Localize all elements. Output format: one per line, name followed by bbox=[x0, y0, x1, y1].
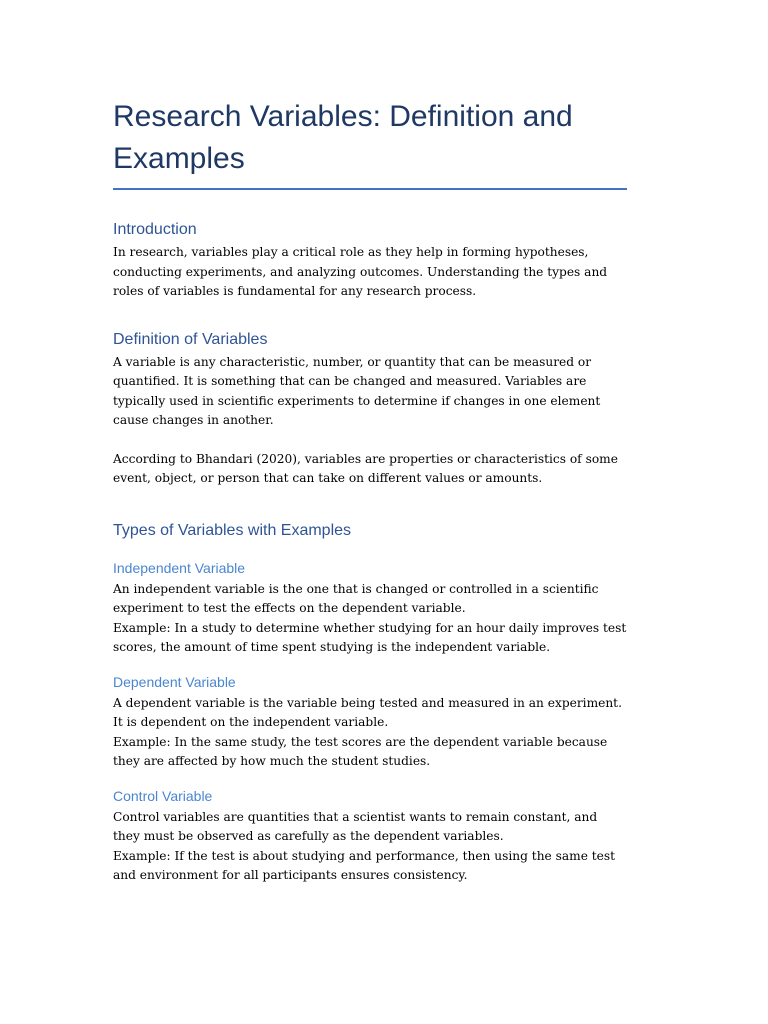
heading-types: Types of Variables with Examples bbox=[113, 521, 352, 539]
dependent-paragraph: A dependent variable is the variable being tested and measured in an experiment. It is dependent on the independent variable. bbox=[113, 695, 622, 729]
definition-paragraph-1: A variable is any characteristic, number, or quantity that can be measured or quantified. It is something that can be changed and measured. Variables are typically used in scientific experiments to determine if changes in one element cause changes in another. bbox=[113, 354, 601, 427]
heading-introduction: Introduction bbox=[113, 221, 197, 238]
introduction-paragraph: In research, variables play a critical role as they help in forming hypotheses, conducting experiments, and analyzing outcomes. Understanding the types and roles of variables is fundamental for any research process. bbox=[113, 245, 608, 298]
control-paragraph: Control variables are quantities that a scientist wants to remain constant, and they must be observed as carefully as the dependent variables. bbox=[113, 809, 598, 843]
heading-independent-variable: Independent Variable bbox=[113, 559, 246, 576]
heading-dependent-variable: Dependent Variable bbox=[113, 673, 236, 690]
document-title: Research Variables: Definition and Examples bbox=[113, 100, 573, 175]
document-page bbox=[113, 96, 627, 886]
definition-paragraph-2: According to Bhandari (2020), variables are properties or characteristics of some event, object, or person that can take on different values or amounts. bbox=[113, 451, 618, 485]
control-example: Example: If the test is about studying and performance, then using the same test and environment for all participants ensures consistency. bbox=[113, 848, 616, 882]
heading-definition: Definition of Variables bbox=[113, 330, 268, 348]
dependent-example: Example: In the same study, the test scores are the dependent variable because they are affected by how much the student studies. bbox=[113, 734, 608, 768]
independent-example: Example: In a study to determine whether studying for an hour daily improves test scores, the amount of time spent studying is the independent variable. bbox=[113, 620, 627, 654]
heading-control-variable: Control Variable bbox=[113, 787, 213, 804]
independent-paragraph: An independent variable is the one that is changed or controlled in a scientific experiment to test the effects on the dependent variable. bbox=[113, 581, 599, 615]
